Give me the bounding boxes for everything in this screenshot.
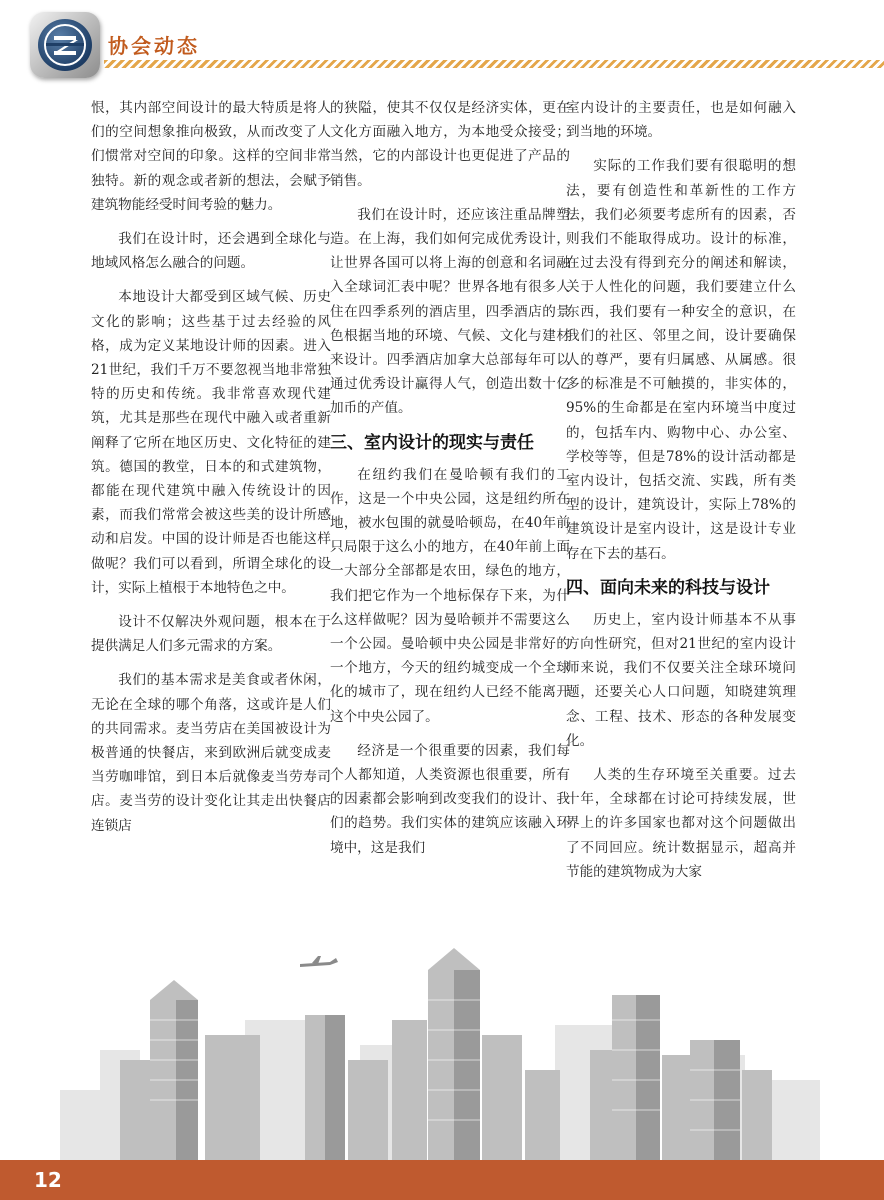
text-column-2 — [330, 96, 570, 870]
section-heading: 四、面向未来的科技与设计 — [566, 577, 770, 598]
page-header — [0, 0, 884, 84]
airplane-icon — [300, 956, 338, 967]
section-heading: 三、室内设计的现实与责任 — [330, 432, 534, 453]
paragraph: 我们在设计时，还会遇到全球化与地域风格怎么融合的问题。 — [91, 231, 331, 272]
paragraph: 经济是一个很重要的因素，我们每个人都知道，人类资源也很重要，所有的因素都会影响到改变我们的设计、我们的趋势。我们实体的建筑应该融入环境中，这是我们 — [330, 742, 570, 856]
paragraph: 室内设计的主要责任，也是如何融入到当地的环境。 — [566, 100, 796, 141]
page-number: 12 — [34, 1168, 62, 1192]
text-column-3 — [566, 96, 796, 894]
paragraph: 我们在设计时，还应该注重品牌塑造。在上海，我们如何完成优秀设计，让世界各国可以将上海的创意和名词融入全球词汇表中呢？世界各地有很多人住在四季系列的酒店里，四季酒店的景色根据当地的环境、气候、文化与建材来设计。四季酒店加拿大总部每年可以通过优秀设计赢得人气，创造出数十亿加币的产值。 — [330, 206, 570, 417]
city-skyline-illustration — [0, 940, 884, 1160]
paragraph: 我们的基本需求是美食或者休闲，无论在全球的哪个角落，这或许是人们的共同需求。麦当劳店在美国被设计为极普通的快餐店，来到欧洲后就变成麦当劳咖啡馆，到日本后就像麦当劳寿司店。麦当劳的设计变化让其走出快餐店连锁店 — [91, 672, 331, 834]
paragraph: 实际的工作我们要有很聪明的想法，要有创造性和革新性的工作方法，我们必须要考虑所有的因素，否则我们不能取得成功。设计的标准，在过去没有得到充分的阐述和解读，关于人性化的问题，我们要建立什么东西，我们要有一种安全的意识，在我们的社区、邻里之间，设计要确保人的尊严，要有归属感、从属感。很多的标准是不可触摸的，非实体的，95%的生命都是在室内环境当中度过的，包括车内、购物中心、办公室、学校等等，但是78%的设计活动都是室内设计，包括交流、实践，所有类型的设计，建筑设计，实际上78%的建筑设计是室内设计，这是设计专业存在下去的基石。 — [566, 158, 796, 562]
paragraph: 设计不仅解决外观问题，根本在于提供满足人们多元需求的方案。 — [91, 614, 331, 655]
text-column-1 — [91, 96, 331, 848]
skyline-graphic — [0, 940, 884, 1160]
paragraph: 历史上，室内设计师基本不从事方向性研究，但对21世纪的室内设计师来说，我们不仅要关注全球环境问题，还要关心人口问题，知晓建筑理念、工程、技术、形态的各种发展变化。 — [566, 611, 796, 749]
paragraph: 人类的生存环境至关重要。过去十年，全球都在讨论可持续发展，世界上的许多国家也都对这个问题做出了不同回应。统计数据显示，超高并节能的建筑物成为大家 — [566, 767, 796, 880]
paragraph: 在纽约我们在曼哈顿有我们的工作，这是一个中央公园，这是纽约所在地，被水包围的就曼哈顿岛，在40年前只局限于这么小的地方，在40年前上面一大部分全部都是农田，绿色的地方，我们把它作为一个地标保存下来，为什么这样做呢？因为曼哈顿并不需要这么一个公园。曼哈顿中央公园是非常好的一个地方，今天的纽约城变成一个全球化的城市了，现在纽约人已经不能离开这个中央公园了。 — [330, 466, 570, 725]
section-title: 协会动态 — [108, 34, 200, 58]
page-footer — [0, 1160, 884, 1200]
association-logo-icon — [30, 12, 100, 78]
header-divider — [104, 60, 884, 68]
paragraph: 本地设计大都受到区域气候、历史文化的影响；这些基于过去经验的风格，成为定义某地设计师的因素。进入21世纪，我们千万不要忽视当地非常独特的历史和传统。我非常喜欢现代建筑，尤其是那些在现代中融入或者重新阐释了它所在地区历史、文化特征的建筑。德国的教堂，日本的和式建筑物，都能在现代建筑中融入传统设计的因素，而我们常常会被这些美的设计所感动和启发。中国的设计师是否也能这样做呢？我们可以看到，所谓全球化的设计，实际上植根于本地特色之中。 — [91, 289, 331, 596]
paragraph: 的狭隘，使其不仅仅是经济实体，更在文化方面融入地方，为本地受众接受；当然，它的内部设计也更促进了产品的销售。 — [330, 100, 570, 189]
paragraph: 恨，其内部空间设计的最大特质是将人们的空间想象推向极致，从而改变了人们惯常对空间的印象。这样的空间非常独特。新的观念或者新的想法，会赋予建筑物能经受时间考验的魅力。 — [91, 100, 331, 213]
logo-emblem-icon — [38, 19, 92, 71]
